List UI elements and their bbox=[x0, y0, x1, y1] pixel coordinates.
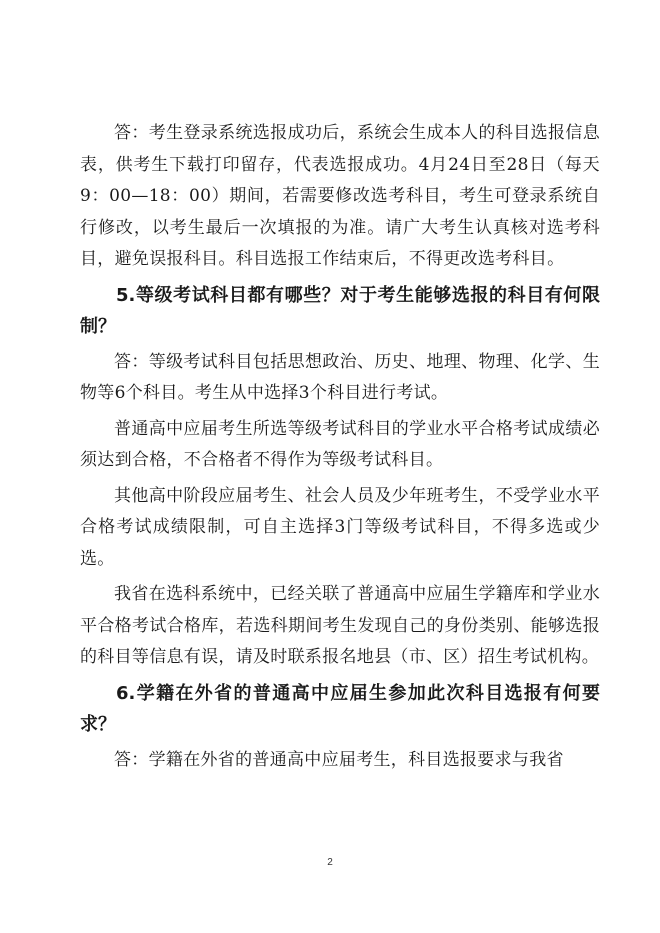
question-heading: 6.学籍在外省的普通高中应届生参加此次科目选报有何要求？ bbox=[80, 682, 600, 735]
answer-paragraph: 答：学籍在外省的普通高中应届考生，科目选报要求与我省 bbox=[114, 749, 564, 770]
answer-paragraph: 答：考生登录系统选报成功后，系统会生成本人的科目选报信息表，供考生下载打印留存，代表选报成功。4月24日至28日（每天9：00—18：00）期间，若需要修改选考科目，考生可登录系统自行修改，以考生最后一次填报的为准。请广大考生认真核对选考科目，避免误报科目。科目选报工作结束后，不得更改选考科目。 bbox=[80, 123, 600, 269]
body-paragraph: 普通高中应届考生所选等级考试科目的学业水平合格考试成绩必须达到合格，不合格者不得作为等级考试科目。 bbox=[80, 418, 600, 470]
page-number: 2 bbox=[327, 857, 333, 868]
body-paragraph: 其他高中阶段应届考生、社会人员及少年班考生，不受学业水平合格考试成绩限制，可自主选择3门等级考试科目，不得多选或少选。 bbox=[80, 485, 600, 569]
body-paragraph: 我省在选科系统中，已经关联了普通高中应届生学籍库和学业水平合格考试合格库，若选科期间考生发现自己的身份类别、能够选报的科目等信息有误，请及时联系报名地县（市、区）招生考试机构。 bbox=[80, 584, 600, 667]
document-body bbox=[80, 118, 600, 780]
question-heading: 5.等级考试科目都有哪些？对于考生能够选报的科目有何限制？ bbox=[80, 284, 600, 337]
answer-paragraph: 答：等级考试科目包括思想政治、历史、地理、物理、化学、生物等6个科目。考生从中选择3个科目进行考试。 bbox=[80, 351, 600, 403]
